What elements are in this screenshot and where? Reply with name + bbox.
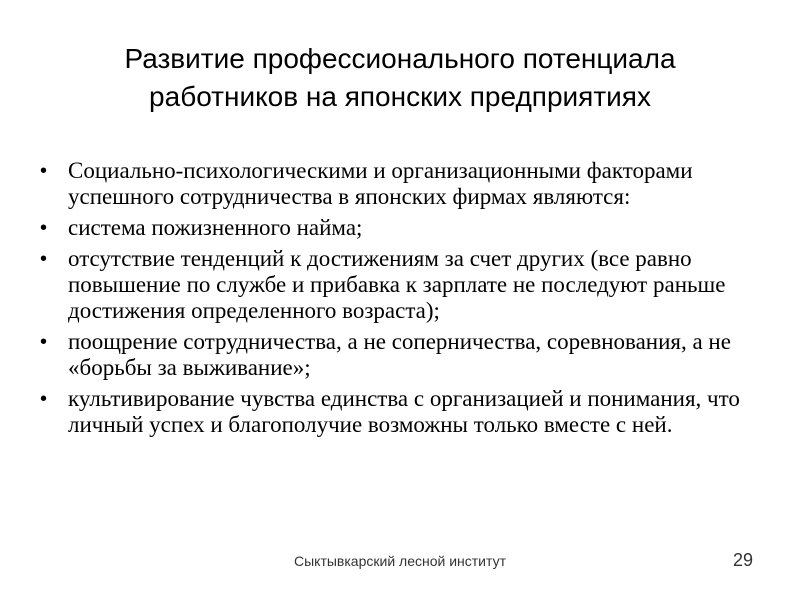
bullet-text: поощрение сотрудничества, а не соперничества, соревнования, а не «борьбы за выживание»; <box>68 329 731 380</box>
bullet-text: Социально-психологическими и организационными факторами успешного сотрудничества в японских фирмах являются: <box>68 158 693 209</box>
slide-title-line-2: работников на японских предприятиях <box>149 81 651 112</box>
bullet-item <box>40 215 740 241</box>
bullet-icon: • <box>40 160 48 182</box>
bullet-item <box>40 329 740 381</box>
bullet-item <box>40 158 740 210</box>
slide-title <box>60 40 740 116</box>
bullet-item <box>40 386 740 438</box>
bullet-icon: • <box>40 217 48 239</box>
bullet-icon: • <box>40 248 48 270</box>
bullet-icon: • <box>40 331 48 353</box>
slide-title-line-1: Развитие профессионального потенциала <box>124 43 676 74</box>
bullet-text: культивирование чувства единства с организацией и понимания, что личный успех и благополучие возможны только вместе с ней. <box>68 386 740 437</box>
page-number: 29 <box>732 550 753 570</box>
bullet-text: отсутствие тенденций к достижениям за счет других (все равно повышение по службе и прибавка к зарплате не последуют раньше достижения определенного возраста); <box>68 246 726 323</box>
bullet-text: система пожизненного найма; <box>68 215 363 240</box>
bullet-icon: • <box>40 388 48 410</box>
bullet-item <box>40 246 740 324</box>
bullet-list <box>40 158 740 443</box>
slide-footer: Сыктывкарский лесной институт <box>294 553 506 569</box>
